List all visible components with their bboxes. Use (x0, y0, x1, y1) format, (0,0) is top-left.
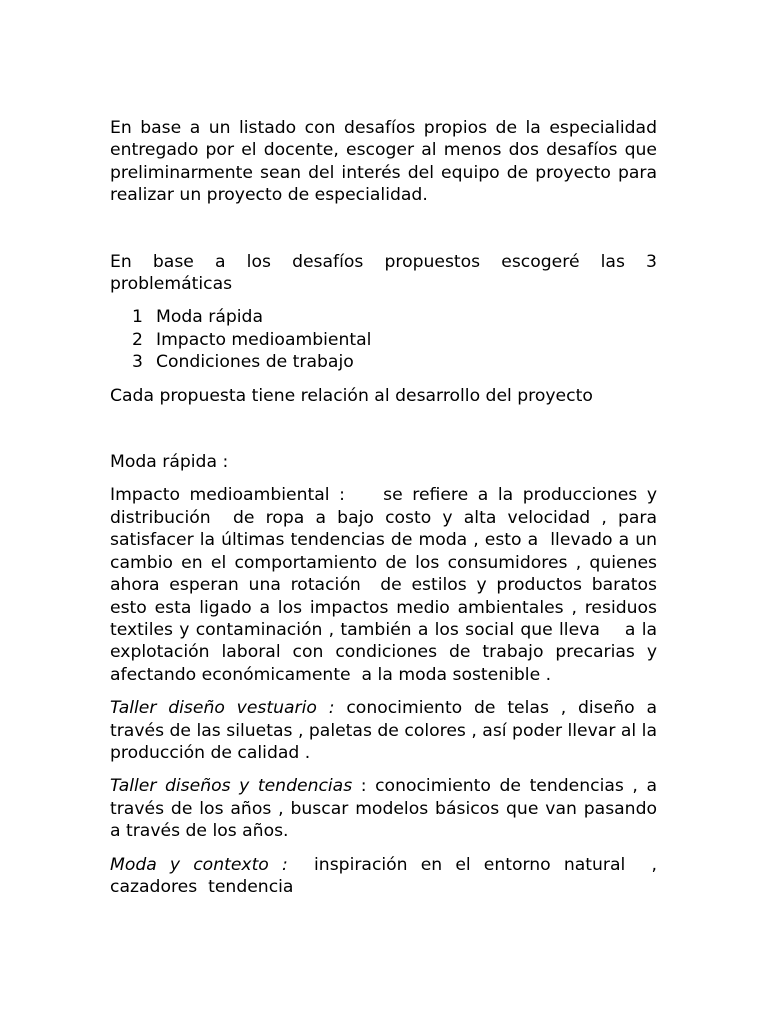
problem-list (110, 306, 657, 373)
list-item: 3 Condiciones de trabajo (132, 352, 354, 373)
workshop-text: conocimiento de telas , diseño a través de las siluetas , paletas de colores , así poder llevar al la producción de calidad . (110, 698, 668, 763)
impacto-paragraph: Impacto medioambiental : se refiere a la producciones y distribución de ropa a bajo costo y alta velocidad , para satisfacer la últimas tendencias de moda , esto a llevado a un cambio en el comportamiento de los consumidores , quienes ahora esperan una rotación de estilos y productos baratos esto esta ligado a los impactos medio ambientales , residuos textiles y contaminación , también a los social que lleva a la explotación laboral con condiciones de trabajo precarias y afectando económicamente a la moda sostenible . (110, 485, 679, 685)
list-item: 2 Impacto medioambiental (132, 329, 372, 350)
intro-paragraph: En base a un listado con desafíos propios de la especialidad entregado por el docente, escoger al menos dos desafíos que preliminarmente sean del interés del equipo de proyecto para realizar un proyecto de especialidad. (110, 118, 657, 206)
workshop-title: Moda y contexto : (110, 854, 288, 875)
relation-paragraph: Cada propuesta tiene relación al desarrollo del proyecto (110, 385, 593, 406)
moda-rapida-heading: Moda rápida : (110, 452, 229, 473)
workshop-text: : conocimiento de tendencias , a través de los años , buscar modelos básicos que van pasando a través de los años. (110, 776, 663, 842)
document-page (110, 117, 679, 898)
workshop-tendencias (110, 775, 663, 842)
workshop-vestuario (110, 697, 668, 764)
list-item: 1 Moda rápida (132, 307, 263, 328)
workshop-text: inspiración en el entorno natural , cazadores tendencia (110, 854, 663, 897)
workshop-contexto (110, 854, 663, 899)
workshop-title: Taller diseños y tendencias (110, 776, 353, 797)
choice-paragraph: En base a los desafíos propuestos escogeré las 3 problemáticas (110, 251, 657, 295)
workshop-title: Taller diseño vestuario : (110, 698, 335, 719)
